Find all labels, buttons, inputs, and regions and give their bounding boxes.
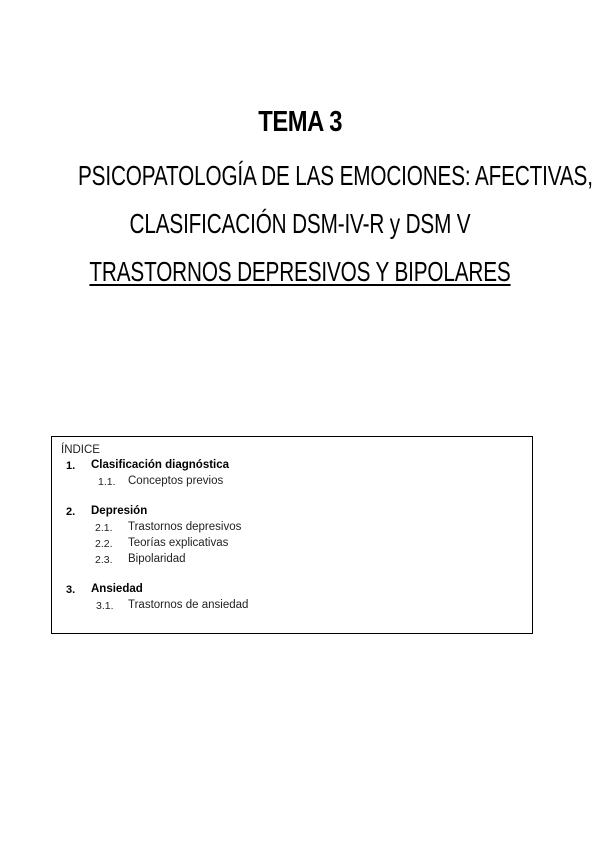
title-block: [0, 104, 600, 296]
toc-section-label: Clasificación diagnóstica: [91, 459, 230, 471]
topic-number: [0, 104, 600, 140]
toc-section-number: 1.: [66, 460, 76, 472]
table-of-contents: [51, 436, 533, 634]
toc-item-number: 3.1.: [96, 600, 114, 612]
toc-item-label: Trastornos de ansiedad: [128, 599, 249, 611]
subtitle-underlined: TRASTORNOS DEPRESIVOS Y BIPOLARES: [89, 256, 511, 287]
toc-item-number: 2.2.: [95, 538, 113, 550]
subtitle-line-3: [78, 248, 522, 296]
toc-section-label: Depresión: [91, 505, 148, 517]
toc-item-number: 2.3.: [95, 554, 113, 566]
toc-item-label: Conceptos previos: [128, 475, 224, 487]
toc-section-number: 2.: [66, 506, 76, 518]
toc-item-number: 2.1.: [95, 522, 113, 534]
toc-item-label: Bipolaridad: [128, 553, 186, 565]
subtitle-line-2: CLASIFICACIÓN DSM-IV-R y DSM V: [129, 208, 471, 239]
toc-item-label: Teorías explicativas: [128, 537, 229, 549]
toc-item-number: 1.1.: [98, 476, 116, 488]
toc-item-label: Trastornos depresivos: [128, 521, 242, 533]
toc-section-number: 3.: [66, 584, 76, 596]
topic-title: TEMA 3: [258, 106, 342, 138]
subtitle-line-1: PSICOPATOLOGÍA DE LAS EMOCIONES: AFECTIVAS,: [78, 160, 593, 191]
index-title: ÍNDICE: [61, 444, 100, 456]
toc-section-label: Ansiedad: [91, 583, 143, 595]
